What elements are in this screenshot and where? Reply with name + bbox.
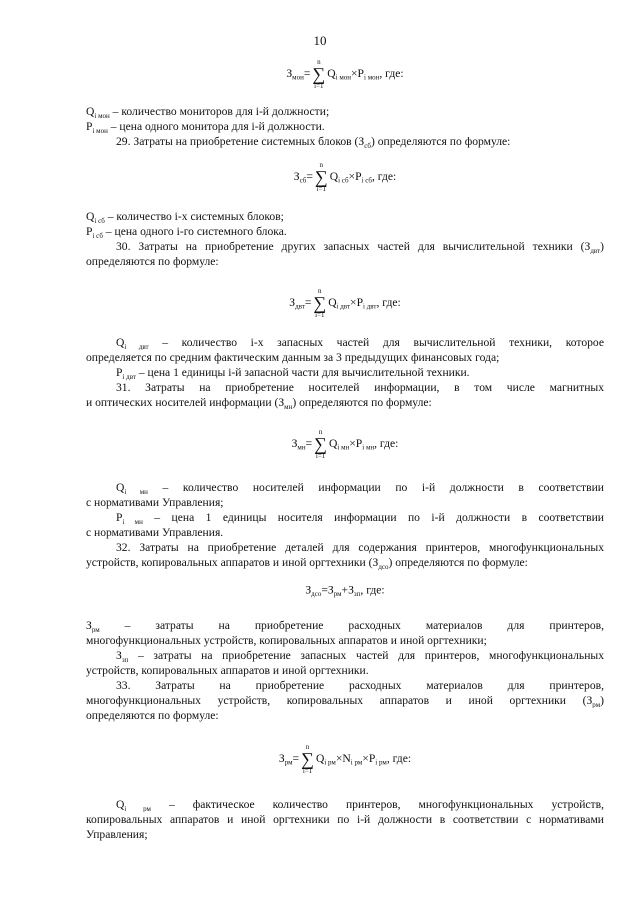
formula-consumables: $З_{рм}=$ n ∑ i=1 $Q_{i рм}\times N_{i рм}\times P_{i рм}$, где:	[278, 743, 412, 775]
item-32-line-1: 32. Затраты на приобретение деталей для содержания принтеров, многофункциональных	[116, 541, 604, 554]
item-33-line-2: многофункциональных устройств, копировальных аппаратов и иной оргтехники $(З_{рм})$	[86, 694, 604, 708]
item-29: 29. Затраты на приобретение системных блоков $(З_{сб})$ определяются по формуле:	[116, 135, 511, 150]
definition-p-system-units: $P_{i сб}$ – цена одного i-го системного блока.	[86, 225, 287, 240]
definition-z-spare-parts-line-1: $З_{зп}$ – затраты на приобретение запасных частей для принтеров, многофункциональных	[116, 649, 604, 663]
sum-symbol: n ∑ i=1	[313, 287, 327, 319]
item-33-line-3: определяются по формуле:	[86, 709, 219, 722]
formula-media: $З_{мн}=$ n ∑ i=1 $Q_{i мн}\times P_{i мн}$, где:	[291, 428, 399, 460]
definition-q-media-line-1: $Q_{i мн}$ – количество носителей информации по i-й должности в соответствии	[116, 481, 604, 495]
definition-z-spare-parts-line-2: устройств, копировальных аппаратов и иной оргтехники.	[86, 664, 369, 677]
definition-p-media-line-2: с нормативами Управления.	[86, 526, 224, 539]
definition-p-other-parts: $P_{i двт}$ – цена 1 единицы i-й запасной части для вычислительной техники.	[116, 366, 470, 381]
definition-q-monitors: $Q_{i мон}$ – количество мониторов для i-й должности;	[86, 105, 330, 120]
item-30-line-1: 30. Затраты на приобретение других запасных частей для вычислительной техники $(З_{двт})$	[116, 240, 604, 254]
sum-symbol: n ∑ i=1	[314, 428, 327, 460]
sum-symbol: n ∑ i=1	[301, 743, 314, 775]
sum-symbol: n ∑ i=1	[314, 161, 328, 193]
definition-q-printers-line-2: копировальных аппаратов и иной оргтехники по i-й должности в соответствии с нормативами	[86, 813, 604, 826]
item-31-line-1: 31. Затраты на приобретение носителей информации, в том числе магнитных	[116, 381, 604, 394]
definition-q-system-units: $Q_{i сб}$ – количество i-х системных блоков;	[86, 210, 284, 225]
item-30-line-2: определяются по формуле:	[86, 255, 219, 268]
definition-q-other-parts-line-1: $Q_{i двт}$ – количество i-х запасных частей для вычислительной техники, которое	[116, 336, 604, 350]
formula-monitors: $З_{мон}=$ n ∑ i=1 $Q_{i мон}\times P_{i мон}$, где:	[286, 58, 404, 90]
definition-q-media-line-2: с нормативами Управления;	[86, 496, 224, 509]
formula-system-units: $З_{сб}=$ n ∑ i=1 $Q_{i сб}\times P_{i сб}$, где:	[293, 161, 397, 193]
item-31-line-2: и оптических носителей информации $(З_{мн})$ определяются по формуле:	[86, 396, 432, 411]
definition-q-other-parts-line-2: определяется по средним фактическим данным за 3 предыдущих финансовых года;	[86, 351, 500, 364]
item-32-line-2: устройств, копировальных аппаратов и иной оргтехники $(З_{дсо})$ определяются по формуле:	[86, 556, 528, 571]
definition-p-media-line-1: $P_{i мн}$ – цена 1 единицы носителя информации по i-й должности в соответствии	[116, 511, 604, 525]
sum-symbol: n ∑ i=1	[312, 58, 326, 90]
item-33-line-1: 33. Затраты на приобретение расходных материалов для принтеров,	[116, 679, 604, 692]
definition-q-printers-line-3: Управления;	[86, 828, 148, 841]
definition-z-consumables-line-2: многофункциональных устройств, копировальных аппаратов и иной оргтехники;	[86, 634, 487, 647]
formula-parts-maintenance: $З_{дсо}=З_{рм}+З_{зп}$, где:	[305, 583, 385, 598]
page-number: 10	[313, 33, 327, 48]
definition-q-printers-line-1: $Q_{i рм}$ – фактическое количество принтеров, многофункциональных устройств,	[116, 798, 604, 812]
definition-z-consumables-line-1: $З_{рм}$ – затраты на приобретение расходных материалов для принтеров,	[86, 619, 604, 633]
document-body	[86, 58, 604, 842]
formula-other-parts: $З_{двт}=$ n ∑ i=1 $Q_{i двт}\times P_{i двт}$, где:	[289, 287, 401, 319]
definition-p-monitors: $P_{i мон}$ – цена одного монитора для i-й должности.	[86, 120, 325, 135]
